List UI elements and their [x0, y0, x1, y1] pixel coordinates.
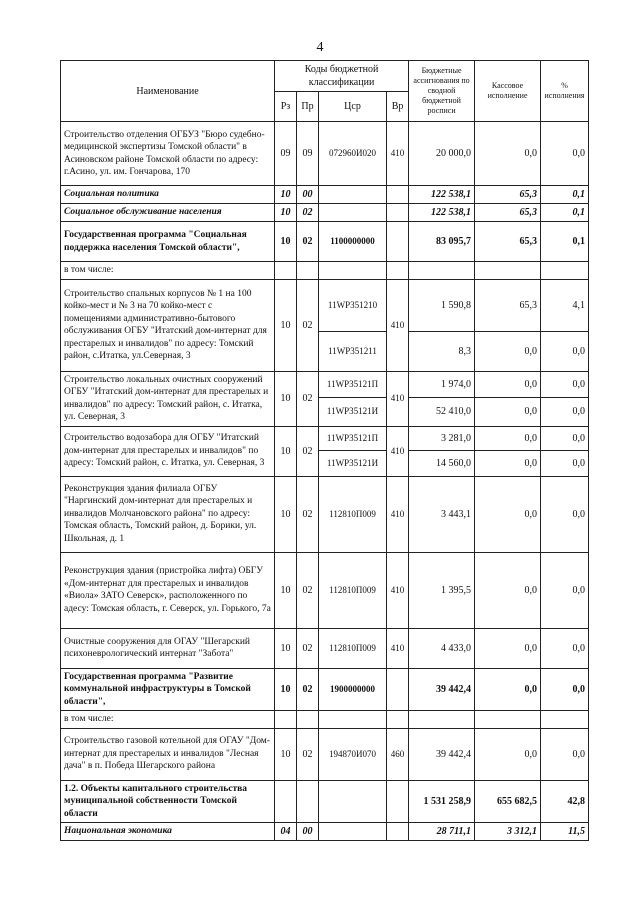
row-budget: 3 281,0: [409, 426, 475, 450]
row-percent: 0,0: [541, 450, 589, 476]
empty-cell: [475, 711, 541, 729]
table-row: [61, 122, 589, 186]
row-budget: 1 395,5: [409, 552, 475, 628]
row-name: 1.2. Объекты капитального строительства муниципальной собственности Томской области: [61, 780, 275, 823]
row-budget: 4 433,0: [409, 628, 475, 668]
empty-cell: [541, 711, 589, 729]
row-percent: 0,0: [541, 476, 589, 552]
row-vr: 410: [387, 279, 409, 371]
row-percent: 0,0: [541, 426, 589, 450]
row-pr: 02: [297, 426, 319, 476]
row-csr: 194870И070: [319, 728, 387, 780]
table-row: [61, 711, 589, 729]
header-percent: % исполнения: [541, 61, 589, 122]
row-vr: [387, 222, 409, 262]
empty-cell: [319, 711, 387, 729]
row-csr: [319, 204, 387, 222]
row-budget: 39 442,4: [409, 728, 475, 780]
empty-cell: [387, 823, 409, 841]
row-cash: 0,0: [475, 371, 541, 397]
row-cash: 0,0: [475, 628, 541, 668]
table-row: [61, 628, 589, 668]
row-rz: 10: [275, 552, 297, 628]
row-budget: 8,3: [409, 331, 475, 371]
row-cash: 0,0: [475, 397, 541, 426]
row-budget: 3 443,1: [409, 476, 475, 552]
table-row: [61, 668, 589, 711]
row-pr: 02: [297, 476, 319, 552]
row-rz: 10: [275, 279, 297, 371]
row-rz: 04: [275, 823, 297, 841]
row-budget: 14 560,0: [409, 450, 475, 476]
row-rz: 10: [275, 476, 297, 552]
row-csr: 1100000000: [319, 222, 387, 262]
row-cash: 3 312,1: [475, 823, 541, 841]
row-rz: 10: [275, 728, 297, 780]
row-percent: 0,0: [541, 628, 589, 668]
row-percent: 0,0: [541, 552, 589, 628]
row-rz: 10: [275, 426, 297, 476]
row-vr: 410: [387, 476, 409, 552]
row-name: Строительство водозабора для ОГБУ "Итатский дом-интернат для престарелых и инвалидов" по адресу: Томский район, с. Итатка, ул. Северная, 3: [61, 426, 275, 476]
row-budget: 20 000,0: [409, 122, 475, 186]
row-percent: 4,1: [541, 279, 589, 331]
row-percent: 0,1: [541, 204, 589, 222]
row-cash: 0,0: [475, 122, 541, 186]
row-percent: 0,0: [541, 668, 589, 711]
empty-cell: [275, 780, 297, 823]
row-name: Реконструкция здания филиала ОГБУ "Наргинский дом-интернат для престарелых и инвалидов Молчановского района" по адресу: Томская область, Томский район, д. Борики, ул. Школьная, д. 1: [61, 476, 275, 552]
table-row: [61, 279, 589, 331]
table-row: [61, 371, 589, 397]
row-csr: 11WP35121П: [319, 371, 387, 397]
row-rz: 10: [275, 204, 297, 222]
row-csr: 11WP351210: [319, 279, 387, 331]
header-rz: Рз: [275, 92, 297, 122]
header-row-1: [61, 61, 589, 92]
empty-cell: [475, 262, 541, 280]
row-csr: 11WP35121П: [319, 426, 387, 450]
header-vr: Вр: [387, 92, 409, 122]
row-csr: 112810П009: [319, 628, 387, 668]
row-pr: 02: [297, 628, 319, 668]
row-name: Строительство спальных корпусов № 1 на 100 койко-мест и № 3 на 70 койко-мест с помещениями административно-бытового обслуживания ОГБУ "Итатский дом-интернат для престарелых и инвалидов" по адресу: Томский район, с.Итатка, ул.Северная, 3: [61, 279, 275, 371]
row-rz: 10: [275, 222, 297, 262]
row-cash: 0,0: [475, 426, 541, 450]
empty-cell: [409, 262, 475, 280]
row-name: Строительство газовой котельной для ОГАУ "Дом-интернат для престарелых и инвалидов "Лесная дача" в п. Победа Шегарского района: [61, 728, 275, 780]
empty-cell: [387, 262, 409, 280]
row-pr: 02: [297, 728, 319, 780]
empty-cell: [297, 780, 319, 823]
row-budget: 1 974,0: [409, 371, 475, 397]
row-budget: 83 095,7: [409, 222, 475, 262]
table-row: [61, 823, 589, 841]
row-budget: 1 590,8: [409, 279, 475, 331]
row-percent: 0,0: [541, 371, 589, 397]
row-pr: 02: [297, 222, 319, 262]
row-vr: [387, 204, 409, 222]
row-budget: 52 410,0: [409, 397, 475, 426]
row-name: Государственная программа "Социальная поддержка населения Томской области",: [61, 222, 275, 262]
header-pr: Пр: [297, 92, 319, 122]
row-pr: 02: [297, 371, 319, 426]
row-percent: 42,8: [541, 780, 589, 823]
row-cash: 65,3: [475, 204, 541, 222]
empty-cell: [409, 711, 475, 729]
table-row: [61, 780, 589, 823]
table-row: [61, 262, 589, 280]
row-name: Национальная экономика: [61, 823, 275, 841]
table-row: [61, 728, 589, 780]
row-rz: 10: [275, 628, 297, 668]
row-percent: 0,1: [541, 222, 589, 262]
row-percent: 0,0: [541, 728, 589, 780]
row-pr: 02: [297, 668, 319, 711]
header-cash: Кассовое исполнение: [475, 61, 541, 122]
row-percent: 0,1: [541, 186, 589, 204]
row-budget: 28 711,1: [409, 823, 475, 841]
header-codes: Коды бюджетной классификации: [275, 61, 409, 92]
row-name: в том числе:: [61, 711, 275, 729]
row-vr: 460: [387, 728, 409, 780]
header-budget: Бюджетные ассигнования по сводной бюджетной росписи: [409, 61, 475, 122]
row-percent: 0,0: [541, 122, 589, 186]
table-row: [61, 476, 589, 552]
empty-cell: [387, 711, 409, 729]
row-vr: [387, 668, 409, 711]
row-name: Строительство отделения ОГБУЗ "Бюро судебно-медицинской экспертизы Томской области" в Асиновском районе Томской области по адресу: г.Асино, ул. им. Гончарова, 170: [61, 122, 275, 186]
row-pr: 09: [297, 122, 319, 186]
row-cash: 0,0: [475, 668, 541, 711]
row-csr: [319, 186, 387, 204]
row-name: Социальная политика: [61, 186, 275, 204]
row-budget: 1 531 258,9: [409, 780, 475, 823]
row-cash: 65,3: [475, 279, 541, 331]
row-name: Строительство локальных очистных сооружений ОГБУ "Итатский дом-интернат для престарелых и инвалидов" по адресу: Томский район, с. Итатка, ул. Северная, 3: [61, 371, 275, 426]
row-csr: 11WP35121И: [319, 450, 387, 476]
row-csr: 072960И020: [319, 122, 387, 186]
empty-cell: [319, 780, 387, 823]
row-vr: [387, 186, 409, 204]
row-percent: 11,5: [541, 823, 589, 841]
row-name: Социальное обслуживание населения: [61, 204, 275, 222]
header-name: Наименование: [61, 61, 275, 122]
row-cash: 0,0: [475, 331, 541, 371]
row-cash: 0,0: [475, 450, 541, 476]
row-name: Государственная программа "Развитие коммунальной инфраструктуры в Томской области",: [61, 668, 275, 711]
row-name: Реконструкция здания (пристройка лифта) ОБГУ «Дом-интернат для престарелых и инвалидов «Виола» ЗАТО Северск», расположенного по адесу: Томская область, г. Северск, ул. Горького, 7а: [61, 552, 275, 628]
row-pr: 02: [297, 279, 319, 371]
header-csr: Цср: [319, 92, 387, 122]
row-vr: 410: [387, 552, 409, 628]
row-rz: 09: [275, 122, 297, 186]
row-rz: 10: [275, 371, 297, 426]
budget-table: [60, 60, 589, 841]
row-rz: 10: [275, 186, 297, 204]
page-number: 4: [316, 40, 324, 55]
row-name: Очистные сооружения для ОГАУ "Шегарский психоневрологический интернат "Забота": [61, 628, 275, 668]
row-cash: 0,0: [475, 552, 541, 628]
empty-cell: [275, 262, 297, 280]
table-row: [61, 186, 589, 204]
empty-cell: [297, 262, 319, 280]
row-percent: 0,0: [541, 397, 589, 426]
row-csr: 11WP35121И: [319, 397, 387, 426]
row-pr: 00: [297, 186, 319, 204]
row-vr: 410: [387, 371, 409, 426]
row-pr: 00: [297, 823, 319, 841]
empty-cell: [275, 711, 297, 729]
row-pr: 02: [297, 552, 319, 628]
row-csr: 112810П009: [319, 476, 387, 552]
row-vr: 410: [387, 628, 409, 668]
row-percent: 0,0: [541, 331, 589, 371]
empty-cell: [297, 711, 319, 729]
empty-cell: [319, 823, 387, 841]
row-name: в том числе:: [61, 262, 275, 280]
row-budget: 122 538,1: [409, 186, 475, 204]
row-cash: 65,3: [475, 186, 541, 204]
row-vr: 410: [387, 122, 409, 186]
row-vr: 410: [387, 426, 409, 476]
empty-cell: [319, 262, 387, 280]
table-row: [61, 204, 589, 222]
row-cash: 0,0: [475, 476, 541, 552]
table-row: [61, 552, 589, 628]
row-cash: 655 682,5: [475, 780, 541, 823]
row-cash: 0,0: [475, 728, 541, 780]
row-budget: 39 442,4: [409, 668, 475, 711]
table-row: [61, 222, 589, 262]
empty-cell: [387, 780, 409, 823]
table-row: [61, 426, 589, 450]
row-csr: 1900000000: [319, 668, 387, 711]
row-cash: 65,3: [475, 222, 541, 262]
row-csr: 11WP351211: [319, 331, 387, 371]
row-budget: 122 538,1: [409, 204, 475, 222]
empty-cell: [541, 262, 589, 280]
row-pr: 02: [297, 204, 319, 222]
row-rz: 10: [275, 668, 297, 711]
row-csr: 112810П009: [319, 552, 387, 628]
